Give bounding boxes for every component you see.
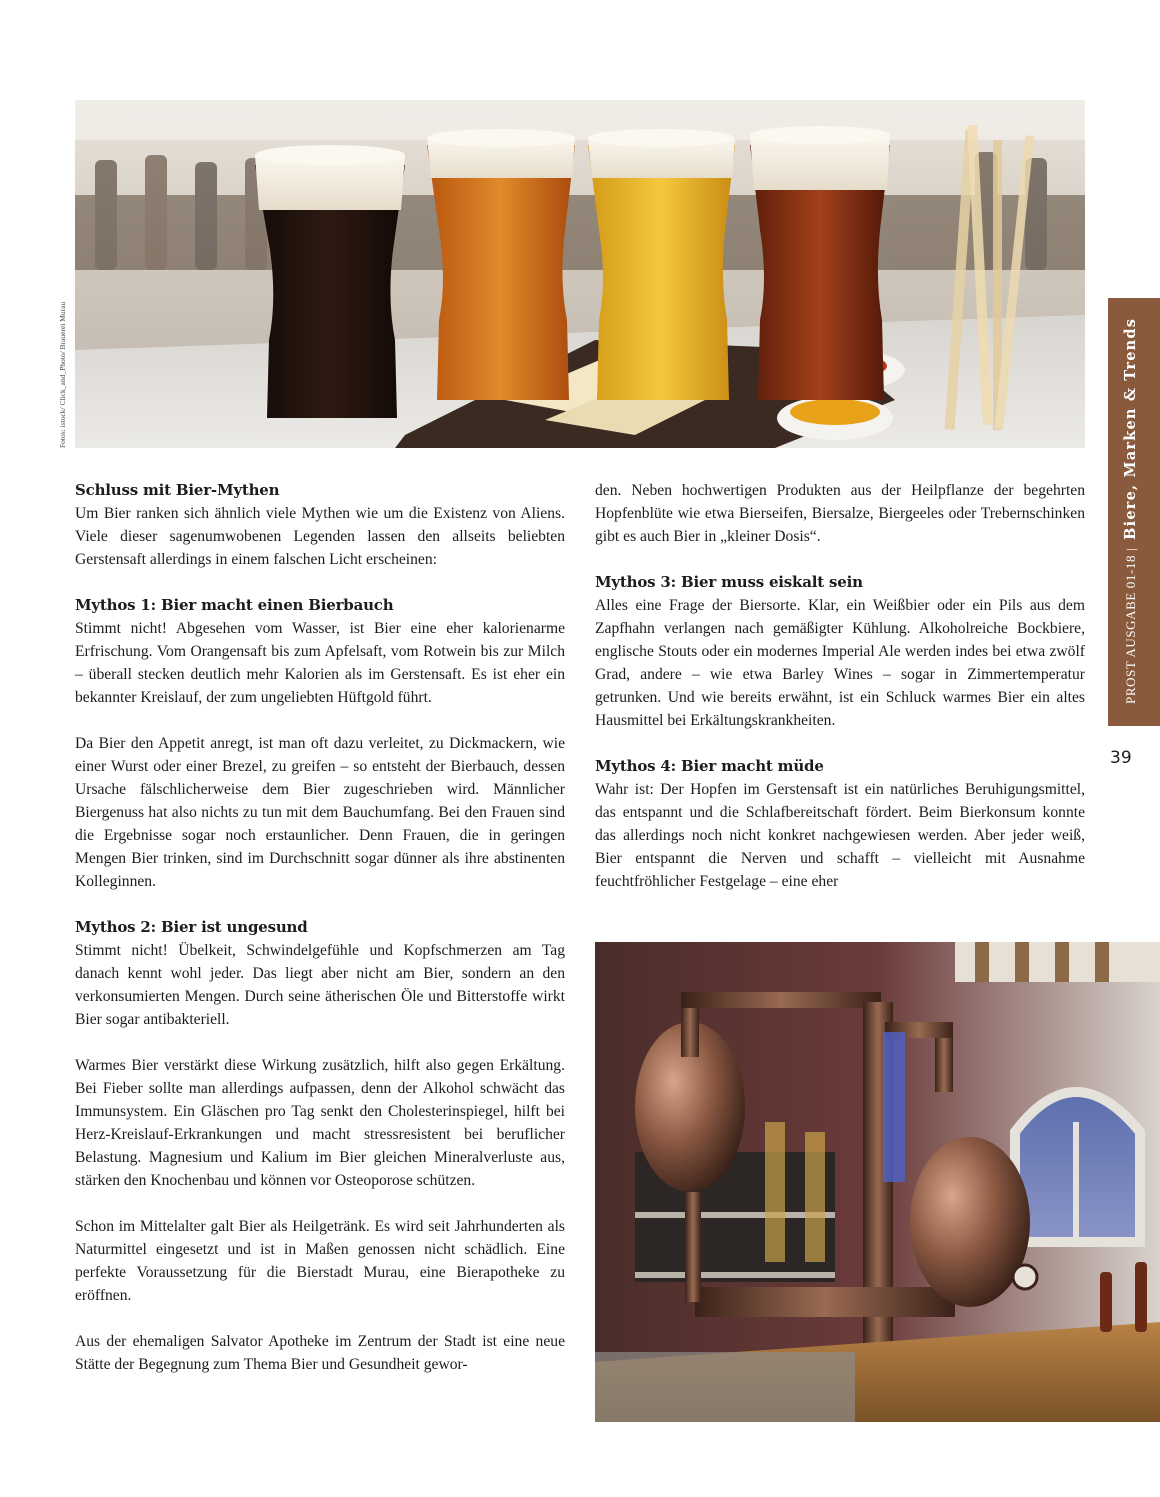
section-heading: Mythos 3: Bier muss eiskalt sein <box>595 573 863 591</box>
article-section <box>595 571 1085 732</box>
section-paragraph: den. Neben hochwertigen Produkten aus der Heilpflanze der begehrten Hopfenblüte wie etwa Bierseifen, Biersalze, Biergeeles oder Trebernschinken gibt es auch Bier in „kleiner Dosis“. <box>595 482 1085 545</box>
article-section <box>595 479 1085 548</box>
article-section <box>75 1215 565 1307</box>
section-paragraph: Schon im Mittelalter galt Bier als Heilgetränk. Es wird seit Jahrhunderten als Naturmittel eingesetzt und ist in Maßen genossen nicht schädlich. Eine perfekte Voraussetzung für die Bierstadt Murau, eine Bierapotheke zu eröffnen. <box>75 1218 565 1304</box>
section-paragraph: Aus der ehemaligen Salvator Apotheke im Zentrum der Stadt ist eine neue Stätte der Begegnung zum Thema Bier und Gesundheit gewor- <box>75 1333 565 1373</box>
article-section <box>75 594 565 709</box>
beer-pharmacy-photo <box>595 942 1160 1422</box>
article-section <box>75 916 565 1031</box>
section-paragraph: Stimmt nicht! Übelkeit, Schwindelgefühle und Kopfschmerzen am Tag danach kennt wohl jeder. Das liegt aber nicht am Bier, sondern an den verkonsumierten Mengen. Durch seine ätherischen Öle und Bitterstoffe wirkt Bier sogar antibakteriell. <box>75 942 565 1028</box>
section-heading: Schluss mit Bier-Mythen <box>75 481 280 499</box>
beer-glasses-illustration <box>75 100 1085 448</box>
beer-glasses-photo <box>75 100 1085 448</box>
copper-apparatus-illustration <box>595 942 1160 1422</box>
section-heading: Mythos 2: Bier ist ungesund <box>75 918 308 936</box>
article-section <box>75 1054 565 1192</box>
article-section <box>595 755 1085 893</box>
page-number: 39 <box>1110 748 1132 768</box>
article-section <box>75 1330 565 1376</box>
article-column-left <box>75 479 565 1399</box>
section-paragraph: Alles eine Frage der Biersorte. Klar, ein Weißbier oder ein Pils aus dem Zapfhahn verlangen nach gemäßigter Kühlung. Alkoholreiche Bockbiere, englische Stouts oder ein modernes Imperial Ale werden indes bei etwa zwölf Grad, andere – wie etwa Barley Wines – sogar in Zimmertemperatur getrunken. Und wie bereits erwähnt, ist ein Schluck warmes Bier ein altes Hausmittel bei Erkältungskrankheiten. <box>595 597 1085 729</box>
section-paragraph: Warmes Bier verstärkt diese Wirkung zusätzlich, hilft also gegen Erkältung. Bei Fieber sollte man allerdings aufpassen, denn der Alkohol schwächt das Immunsystem. Ein Gläschen pro Tag senkt den Cholesterinspiegel, hilft bei Herz-Kreislauf-Erkrankungen und macht stressresistent bei beruflicher Belastung. Magnesium und Kalium im Bier gleichen Mineralverluste aus, stärken den Knochenbau und können vor Osteoporose schützen. <box>75 1057 565 1189</box>
article-section <box>75 732 565 893</box>
section-paragraph: Da Bier den Appetit anregt, ist man oft dazu verleitet, zu Dickmackern, wie einer Wurst oder einer Brezel, zu greifen – so entsteht der Bierbauch, dessen Ursache fälschlicherweise dem Bier zugeschrieben wird. Männlicher Biergenuss hat also nichts zu tun mit dem Bauchumfang. Bei den Frauen sind die Ergebnisse sogar noch erstaunlicher. Denn Frauen, die in geringen Mengen Bier trinken, sind im Durchschnitt sogar dünner als ihre abstinenten Kolleginnen. <box>75 735 565 890</box>
section-paragraph: Stimmt nicht! Abgesehen vom Wasser, ist Bier eine eher kalorienarme Erfrischung. Vom Orangensaft bis zum Apfelsaft, vom Rotwein bis zur Milch – überall stecken deutlich mehr Kalorien als im Gerstensaft. Es ist eher ein bekannter Kreislauf, der zum ungeliebten Hüftgold führt. <box>75 620 565 706</box>
section-side-tab-label <box>1122 318 1142 704</box>
section-paragraph: Um Bier ranken sich ähnlich viele Mythen wie um die Existenz von Aliens. Viele dieser sagenumwobenen Legenden lassen den allseits beliebten Gerstensaft allerdings in einem falschen Licht erscheinen: <box>75 505 565 568</box>
section-title: Biere, Marken & Trends <box>1122 317 1139 540</box>
article-section <box>75 479 565 571</box>
issue-label: PROST AUSGABE 01-18 | <box>1123 547 1138 704</box>
section-paragraph: Wahr ist: Der Hopfen im Gerstensaft ist ein natürliches Beruhigungsmittel, das entspannt und die Schlafbereitschaft fördert. Beim Bierkonsum konnte das allerdings noch nicht konkret nachgewiesen werden. Aber jeder weiß, Bier entspannt die Nerven und schafft – vielleicht mit Ausnahme feuchtfröhlicher Festgelage – eine eher <box>595 781 1085 890</box>
article-column-right <box>595 479 1085 916</box>
section-heading: Mythos 1: Bier macht einen Bierbauch <box>75 596 394 614</box>
section-heading: Mythos 4: Bier macht müde <box>595 757 824 775</box>
